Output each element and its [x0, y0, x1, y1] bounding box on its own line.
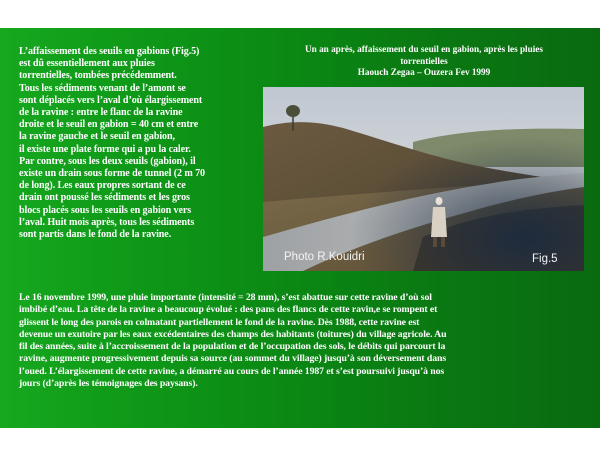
bottom-paragraph-line: jours (d’après les témoignages des paysans).	[19, 378, 198, 390]
left-paragraph-line: il existe une plate forme qui a pu la caler.	[19, 143, 191, 155]
left-paragraph-line: est dû essentiellement aux pluies	[19, 58, 155, 70]
bottom-paragraph-line: Le 16 novembre 1999, une pluie importante (intensité = 28 mm), s’est abattue sur cette ravine d’où sol	[19, 292, 432, 303]
photo-caption-line: Haouch Zegaa – Ouzera Fev 1999	[357, 67, 491, 77]
bottom-paragraph-line: devenue un exutoire par les eaux excédentaires des champs des habitants (toitures) du village agricole. Au	[19, 328, 447, 340]
photo-credit: Photo R.Kouidri	[284, 251, 365, 263]
ravine-photo	[263, 87, 584, 271]
left-paragraph-line: sont déplacés vers l’aval d’où élargissement	[19, 94, 203, 106]
left-paragraph-line: de la ravine : entre le flanc de la ravine	[19, 107, 183, 119]
bottom-paragraph-line: imbibé d’eau. La tête de la ravine a beaucoup évolué : des pans des flancs de cette ravin,e se rompent et	[19, 304, 438, 316]
bottom-paragraph-line: fil des années, suite à l’accroissement de la population et de l’occupation des sols, le débits qui parcourt la	[19, 341, 446, 353]
bottom-paragraph	[19, 292, 585, 390]
left-paragraph-line: Par contre, sous les deux seuils (gabion), il	[19, 155, 196, 167]
photo-shadow	[263, 87, 584, 271]
left-paragraph-line: torrentielles, tombées précédemment.	[19, 70, 177, 82]
left-paragraph-line: existe un drain sous forme de tunnel (2 m 70	[19, 168, 205, 180]
photo-caption	[268, 44, 580, 79]
left-paragraph-line: Tous les sédiments venant de l’amont se	[19, 82, 186, 94]
left-paragraph-line: blocs placés sous les seuils en gabion vers	[19, 204, 192, 216]
photo-figure-label: Fig.5	[532, 253, 558, 265]
bottom-paragraph-line: l’oued. L’élargissement de cette ravine, a démarré au cours de l’année 1987 et s’est poursuivi jusqu’à nos	[19, 365, 445, 377]
left-paragraph-line: de long). Les eaux propres sortant de ce	[19, 180, 186, 192]
slide	[0, 28, 600, 428]
left-paragraph-line: l’aval. Huit mois après, tous les sédiments	[19, 216, 195, 228]
left-paragraph-line: droite et le seuil en gabion = 40 cm et entre	[19, 119, 199, 131]
left-paragraph-line: sont partis dans le fond de la ravine.	[19, 229, 172, 241]
left-paragraph-line: la ravine gauche et le seuil en gabion,	[19, 131, 175, 143]
left-paragraph-line: L’affaissement des seuils en gabions (Fig.5)	[19, 46, 200, 57]
photo-caption-line: Un an après, affaissement du seuil en gabion, après les pluies	[305, 44, 543, 54]
left-paragraph-line: drain ont poussé les sédiments et les gros	[19, 192, 190, 204]
bottom-paragraph-line: ravine, augmente progressivement depuis sa source (au sommet du village) jusqu’à son déversement dans	[19, 353, 447, 365]
photo-caption-line: torrentielles	[400, 55, 448, 66]
left-paragraph	[19, 46, 259, 241]
bottom-paragraph-line: glissent le long des parois en colmatant partiellement le fond de la ravine. Dès 1988, cette ravine est	[19, 316, 420, 328]
